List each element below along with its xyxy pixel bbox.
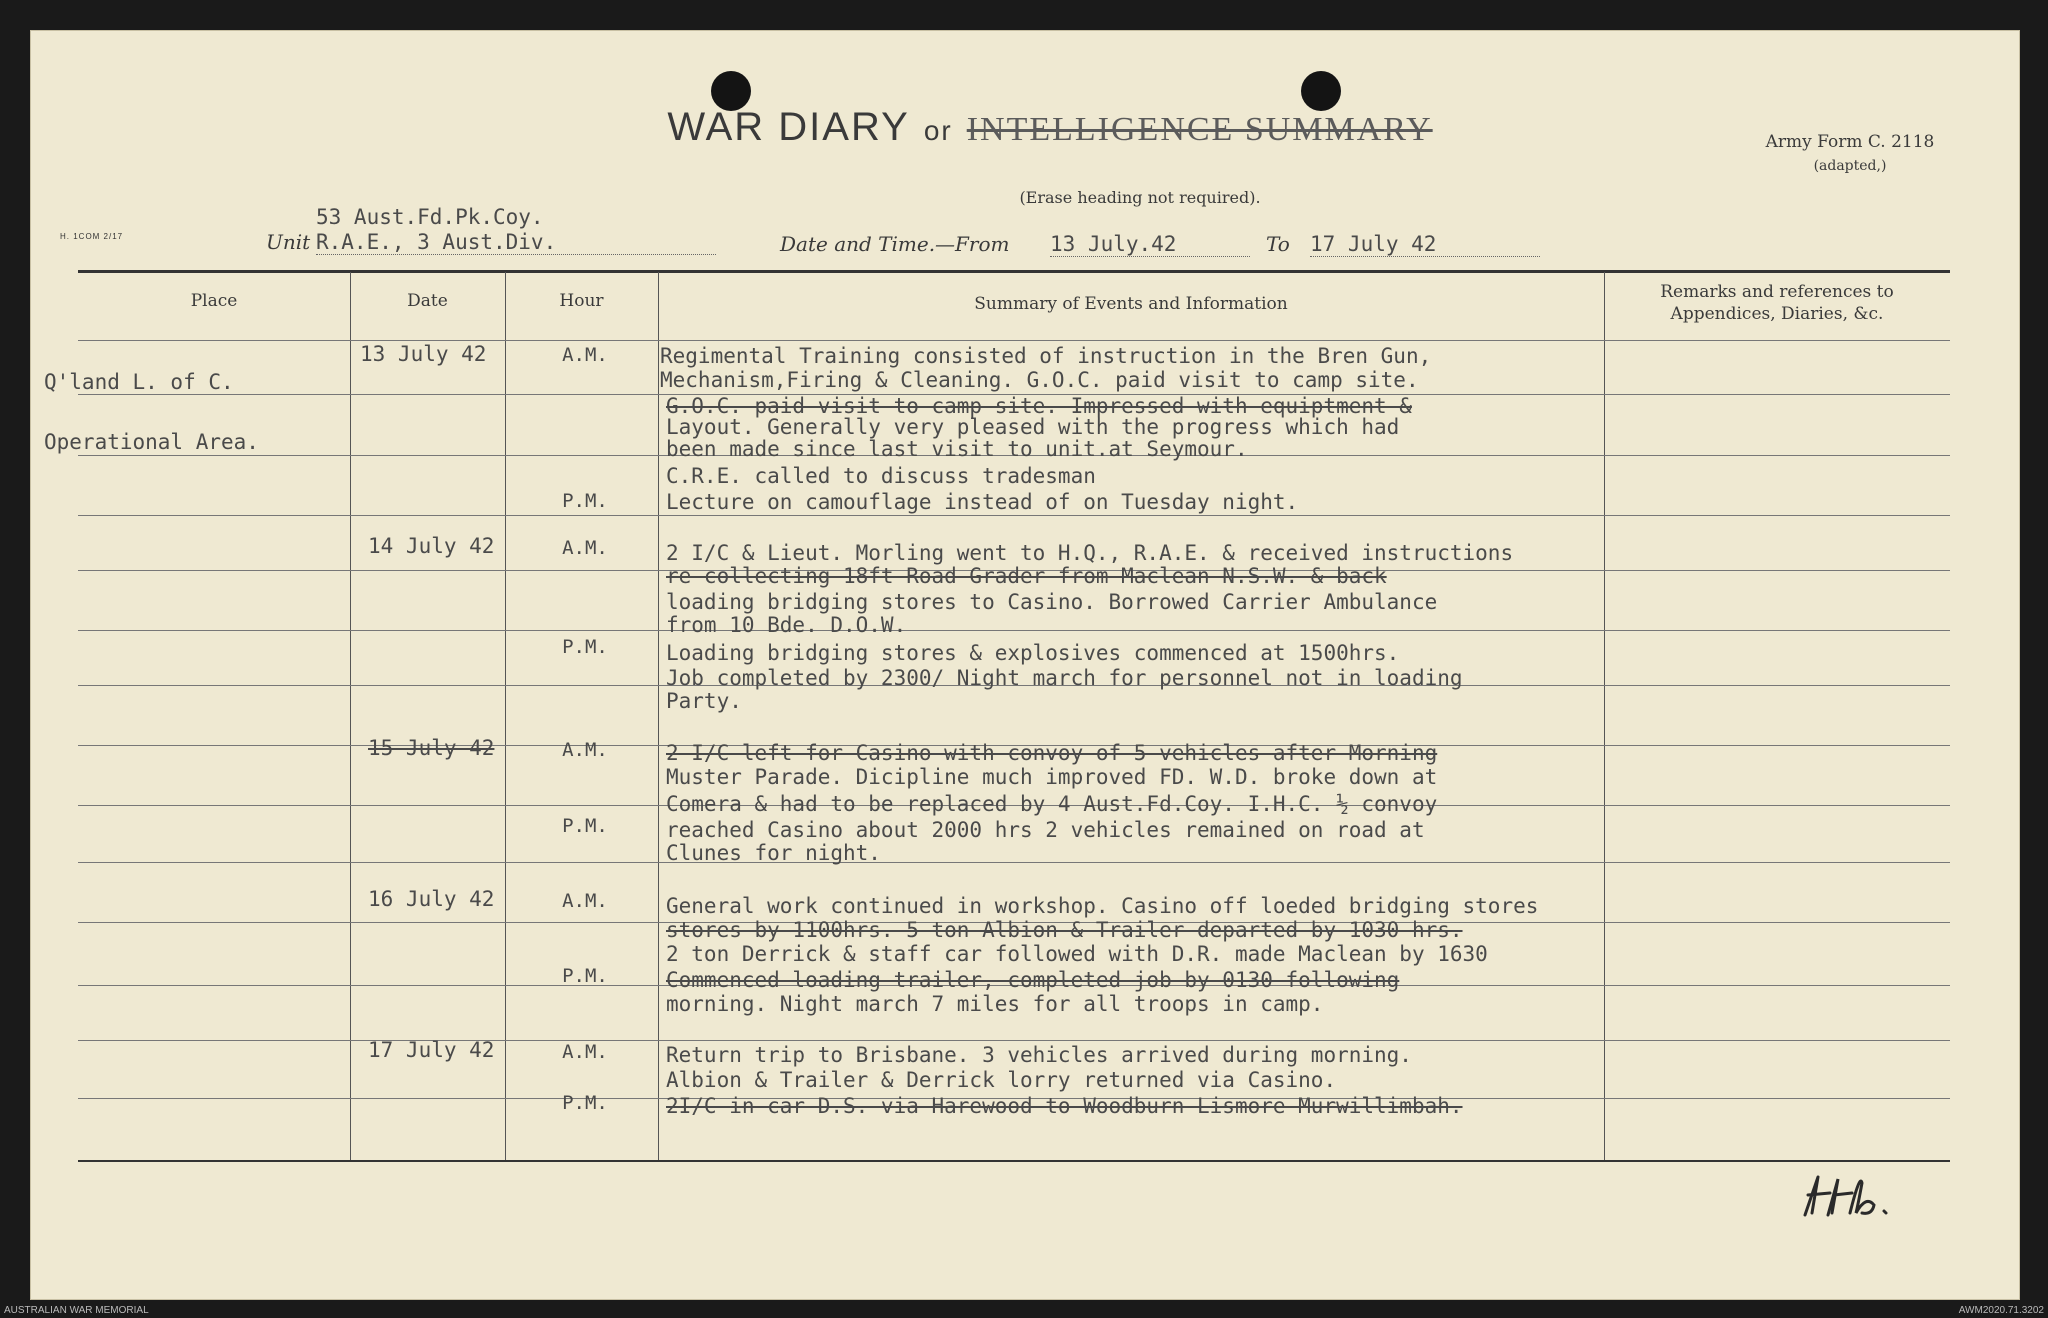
page-title	[540, 105, 1560, 150]
entry-line: Mechanism,Firing & Cleaning. G.O.C. paid visit to camp site.	[660, 368, 1419, 392]
erase-note: (Erase heading not required).	[1019, 188, 1261, 207]
rule	[78, 1040, 1950, 1041]
entry-line: General work continued in workshop. Casino off loeded bridging stores	[666, 894, 1539, 918]
place-line1: Q'land L. of C.	[44, 370, 234, 394]
remarks-line1: Remarks and references to	[1660, 282, 1894, 302]
date-14: 14 July 42	[368, 534, 495, 558]
entry-line: from 10 Bde. D.O.W.	[666, 613, 907, 637]
table-bottom-rule	[78, 1160, 1950, 1162]
hour-15-am: A.M.	[562, 739, 608, 761]
rule	[78, 630, 1950, 631]
entry-line: Job completed by 2300/ Night march for personnel not in loading	[666, 666, 1463, 690]
entry-line: Albion & Trailer & Derrick lorry returned via Casino.	[666, 1068, 1337, 1092]
entry-line: G.O.C. paid visit to camp site. Impressed with equiptment &	[666, 394, 1412, 418]
title-main: WAR DIARY	[667, 105, 910, 149]
entry-line: Muster Parade. Dicipline much improved FD. W.D. broke down at	[666, 765, 1438, 789]
hour-16-am: A.M.	[562, 890, 608, 912]
entry-line: Comera & had to be replaced by 4 Aust.Fd.Coy. I.H.C. ½ convoy	[666, 792, 1438, 816]
army-form-number: Army Form C. 2118	[1765, 132, 1935, 152]
entry-line: Return trip to Brisbane. 3 vehicles arrived during morning.	[666, 1043, 1412, 1067]
entry-line: Loading bridging stores & explosives commenced at 1500hrs.	[666, 641, 1400, 665]
entry-line: Party.	[666, 689, 742, 713]
rule	[78, 515, 1950, 516]
hour-13-am: A.M.	[562, 344, 608, 366]
entry-line: stores by 1100hrs. 5 ton Albion & Trailer departed by 1030 hrs.	[666, 918, 1463, 942]
entry-line: 2I/C in car D.S. via Harewood to Woodburn Lismore Murwillimbah.	[666, 1094, 1463, 1118]
place-line2: Operational Area.	[44, 430, 259, 454]
col-head-date: Date	[407, 291, 448, 311]
entry-line: Lecture on camouflage instead of on Tuesday night.	[666, 490, 1299, 514]
entry-line: Clunes for night.	[666, 841, 881, 865]
rule	[78, 862, 1950, 863]
hour-17-pm: P.M.	[562, 1092, 608, 1114]
table-top-rule	[78, 270, 1950, 273]
date-17: 17 July 42	[368, 1038, 495, 1062]
rule	[78, 340, 1950, 341]
entry-line: Commenced loading trailer, completed job by 0130 following	[666, 968, 1400, 992]
date-from: 13 July.42	[1050, 232, 1250, 257]
footer-left: AUSTRALIAN WAR MEMORIAL	[4, 1305, 149, 1316]
entry-line: reached Casino about 2000 hrs 2 vehicles remained on road at	[666, 818, 1425, 842]
entry-line: Layout. Generally very pleased with the progress which had	[666, 415, 1400, 439]
date-label: Date and Time.—From	[780, 232, 1010, 256]
col-divider-summary	[1604, 272, 1605, 1160]
title-or: or	[923, 115, 953, 146]
unit-line1: 53 Aust.Fd.Pk.Coy.	[316, 205, 544, 229]
form-code: H. 1COM 2/17	[60, 232, 124, 241]
entry-line: 2 ton Derrick & staff car followed with D.R. made Maclean by 1630	[666, 942, 1488, 966]
entry-line: loading bridging stores to Casino. Borrowed Carrier Ambulance	[666, 590, 1438, 614]
date-16: 16 July 42	[368, 887, 495, 911]
hour-13-pm: P.M.	[562, 490, 608, 512]
hour-17-am: A.M.	[562, 1041, 608, 1063]
unit-label: Unit	[266, 230, 311, 254]
date-15: 15 July 42	[368, 736, 495, 760]
entry-line: been made since last visit to unit.at Seymour.	[666, 437, 1248, 461]
col-divider-hour	[658, 272, 659, 1160]
col-head-remarks	[1604, 281, 1950, 325]
army-form-label	[1740, 130, 1960, 178]
date-to-label: To	[1266, 232, 1290, 256]
entry-line: C.R.E. called to discuss tradesman	[666, 464, 1096, 488]
entry-line: 2 I/C & Lieut. Morling went to H.Q., R.A.E. & received instructions	[666, 541, 1514, 565]
entry-line: re collecting 18ft Road Grader from Maclean N.S.W. & back	[666, 564, 1387, 588]
col-head-summary: Summary of Events and Information	[974, 294, 1288, 314]
remarks-line2: Appendices, Diaries, &c.	[1670, 304, 1884, 324]
hour-14-am: A.M.	[562, 537, 608, 559]
date-13: 13 July 42	[360, 342, 487, 366]
col-divider-date	[505, 272, 506, 1160]
signature-initials	[1800, 1165, 1900, 1225]
entry-line: morning. Night march 7 miles for all troops in camp.	[666, 992, 1324, 1016]
hour-15-pm: P.M.	[562, 815, 608, 837]
hour-14-pm: P.M.	[562, 636, 608, 658]
col-divider-place	[350, 272, 351, 1160]
col-head-hour: Hour	[559, 291, 604, 311]
unit-line2: R.A.E., 3 Aust.Div.	[316, 230, 716, 255]
title-struck: INTELLIGENCE SUMMARY	[966, 111, 1433, 148]
date-to: 17 July 42	[1310, 232, 1540, 257]
hour-16-pm: P.M.	[562, 965, 608, 987]
entry-line: Regimental Training consisted of instruction in the Bren Gun,	[660, 344, 1432, 368]
army-form-sub: (adapted,)	[1813, 158, 1887, 174]
col-head-place: Place	[190, 291, 238, 311]
footer-right: AWM2020.71.3202	[1958, 1305, 2044, 1316]
entry-line: 2 I/C left for Casino with convoy of 5 vehicles after Morning	[666, 741, 1438, 765]
